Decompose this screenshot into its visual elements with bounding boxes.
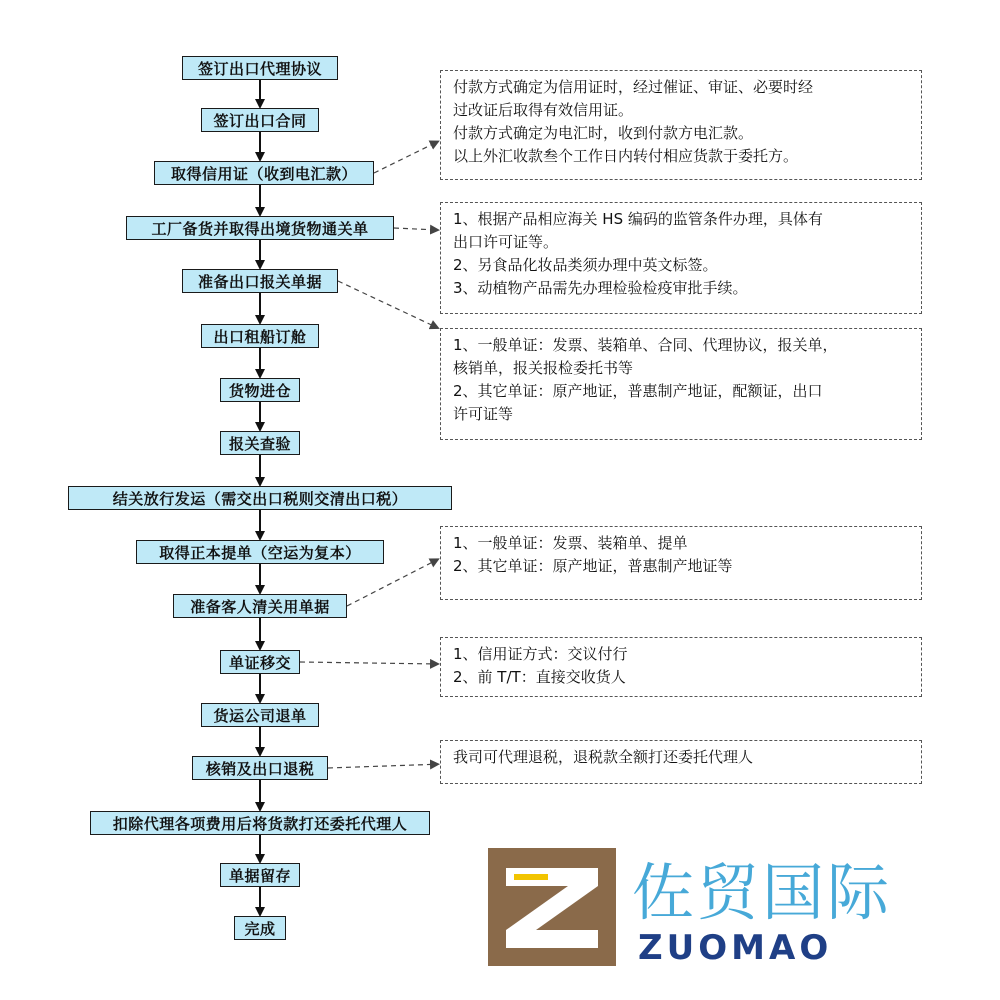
note-line: 1、根据产品相应海关 HS 编码的监管条件办理，具体有	[453, 210, 823, 228]
note-line: 许可证等	[453, 405, 514, 423]
step-charter-booking: 出口租船订舱	[201, 324, 319, 348]
step-forwarder-return-docs: 货运公司退单	[201, 703, 319, 727]
note-line: 付款方式确定为电汇时，收到付款方电汇款。	[453, 124, 754, 142]
note-tax-refund	[440, 740, 922, 784]
note-payment-methods	[440, 70, 922, 180]
note-line: 2、其它单证：原产地证，普惠制产地证，配额证，出口	[453, 382, 823, 400]
note-line: 过改证后取得有效信用证。	[453, 101, 634, 119]
note-customs-requirements	[440, 202, 922, 314]
step-sign-agency-agreement: 签订出口代理协议	[182, 56, 338, 80]
logo-chinese-name: 佐贸国际	[632, 856, 893, 929]
step-customs-inspection: 报关查验	[220, 431, 300, 455]
note-connector-arrow	[328, 764, 438, 768]
note-declaration-documents	[440, 328, 922, 440]
note-line: 2、前 T/T：直接交收货人	[453, 668, 626, 686]
note-line: 以上外汇收款叁个工作日内转付相应货款于委托方。	[453, 147, 799, 165]
note-line: 1、一般单证：发票、装箱单、合同、代理协议，报关单，	[453, 336, 838, 354]
step-verification-and-tax-refund: 核销及出口退税	[192, 756, 328, 780]
step-prepare-client-clearance-docs: 准备客人清关用单据	[173, 594, 347, 618]
note-document-handover	[440, 637, 922, 697]
note-connector-arrow	[374, 142, 438, 174]
step-release-and-ship: 结关放行发运（需交出口税则交清出口税）	[68, 486, 452, 510]
note-line: 我司可代理退税，退税款全额打还委托代理人	[453, 748, 754, 766]
note-line: 1、一般单证：发票、装箱单、提单	[453, 534, 688, 552]
step-prepare-export-declaration-docs: 准备出口报关单据	[182, 269, 338, 293]
note-line: 出口许可证等。	[453, 233, 559, 251]
step-complete: 完成	[234, 916, 286, 940]
step-goods-into-warehouse: 货物进仓	[220, 378, 300, 402]
note-line: 3、动植物产品需先办理检验检疫审批手续。	[453, 279, 748, 297]
note-line: 2、另食品化妆品类须办理中英文标签。	[453, 256, 718, 274]
note-line: 核销单，报关报检委托书等	[453, 359, 634, 377]
note-connector-arrow	[347, 559, 438, 606]
step-document-handover: 单证移交	[220, 650, 300, 674]
note-connector-arrow	[338, 281, 438, 328]
logo-english-name: ZUOMAO	[638, 928, 833, 968]
step-deduct-fees-remit-payment: 扣除代理各项费用后将货款打还委托代理人	[90, 811, 430, 835]
step-obtain-letter-of-credit: 取得信用证（收到电汇款）	[154, 161, 374, 185]
note-line: 付款方式确定为信用证时，经过催证、审证、必要时经	[453, 78, 814, 96]
step-sign-export-contract: 签订出口合同	[201, 108, 319, 132]
note-line: 2、其它单证：原产地证，普惠制产地证等	[453, 557, 733, 575]
step-retain-documents: 单据留存	[220, 863, 300, 887]
note-connector-arrow	[300, 662, 438, 664]
zuomao-logo-icon	[488, 848, 616, 966]
step-obtain-original-bill-of-lading: 取得正本提单（空运为复本）	[136, 540, 384, 564]
note-clearance-documents	[440, 526, 922, 600]
step-factory-stock-customs-clearance: 工厂备货并取得出境货物通关单	[126, 216, 394, 240]
note-line: 1、信用证方式：交议付行	[453, 645, 628, 663]
note-connector-arrow	[394, 228, 438, 230]
